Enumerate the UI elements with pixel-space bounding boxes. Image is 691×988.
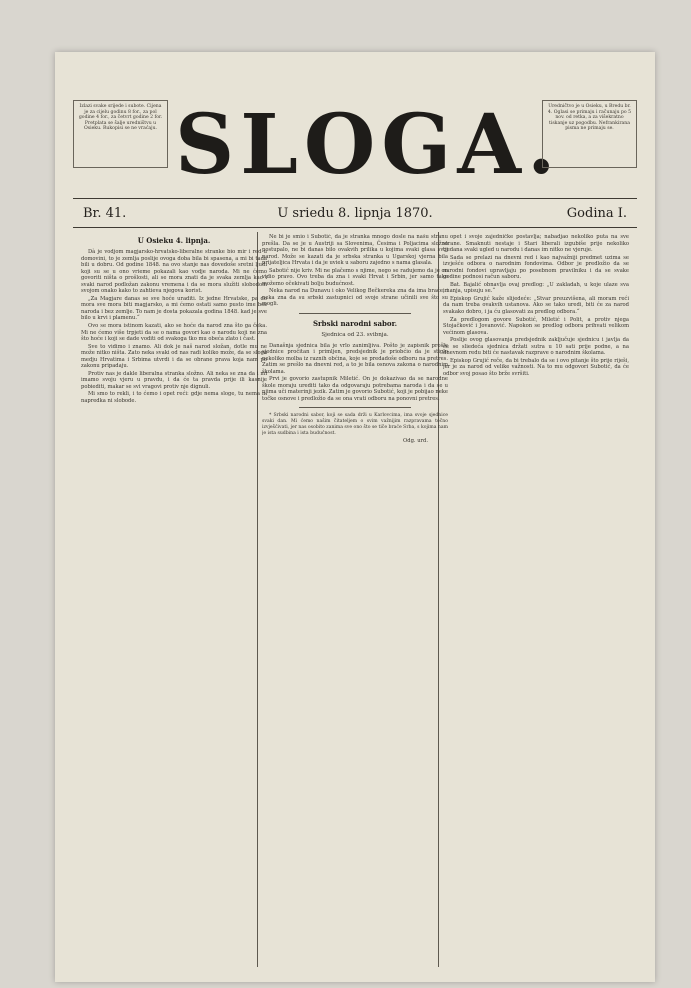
paragraph: Sabotić nije kriv. Mi ne plačemo s njime, nego se radujemo da je on vidio pravo. Ovo treba da zna i svaki Hrvat i Srbin, jer samo tako možemo očekivati bolju budućnost. xyxy=(262,267,448,287)
article-heading: U Osieku 4. lipnja. xyxy=(137,236,211,245)
paragraph: opet i svoje zajedničke postavlja; nabadjao nekoliko puta na sve strane. Smaknuti nestaje i Stari liberali izgubiše prije nekoliko tjedana svaki ugled u narodu i danas im nitko ne vjeruje. xyxy=(443,234,629,254)
dateline xyxy=(77,204,633,224)
article-heading: Srbski narodni sabor. xyxy=(312,319,398,329)
paragraph: Protiv nas je dakle liberalna stranka složno. Ali neka se zna da i mi imamo svoju vjeru u pravdu, i da će ta pravda prije ili kasnije pobiediti, makar se svi vragovi protiv nje dignuli. xyxy=(81,370,267,390)
column-3 xyxy=(443,234,629,974)
editorial-notice: Uredničtvo je u Osieku, u Bredu br. 4. Oglasi se primaju i računaju po 5 nov. od retka, a za višekratno tiskanje uz pogodbu. Nefrankirana pisma ne primaju se. xyxy=(542,100,637,168)
issue-number: Br. 41. xyxy=(83,206,127,221)
footnote-separator xyxy=(299,407,411,408)
paragraph: Episkop Grujić reče, da bi trebalo da se i ovo pitanje što prije riješi, jer je za narod od velike važnosti. Na to mu odgovori Subotić, da će odbor svoj posao što brže svršiti. xyxy=(443,357,629,377)
paragraph: Episkop Grujić kaže slijedeće: „Stvar preuzvišena, ali moram reći da nam treba ovakvih ustanova. Ako se tako uredi, biti će za narod svakako dobro, i ja ću glasovati za predlog odbora.“ xyxy=(443,295,629,316)
paragraph: Bat. Bajalić obnavlja ovaj predlog: „U zakladah, u koje ulaze sva imanja, upisuju se.“ xyxy=(443,281,629,295)
volume-year: Godina I. xyxy=(566,206,627,221)
top-rule xyxy=(73,198,637,199)
bottom-rule xyxy=(73,227,637,228)
column-2 xyxy=(262,234,448,974)
paragraph: Dà je vodjom magjarsko-hrvatsko-liberalne stranke bio mir i red u domovini, to je zemlja poslije ovoga doba bila bi spasena, a mi bi tada bili u dobru. Od godine 1848. na ovo stanje nas dovedoše sretni ljudi koji su se u ono vrieme pokazali kao vodje naroda. Mi ne ćemo govoriti ništa o prošlosti, ali se mora znati da je svaka zemlja kao i svaki narod podložan zakonu vremena i da se mora služiti slobodom svojom onako kako to zahtieva njegova korist. xyxy=(81,249,267,295)
paragraph: Ne bi je smio i Subotić, da je stranka mnogo dosle na našu stranu prešla. Da se je u Austriji sa Slovenima, Česima i Poljacima složno postupalo, ne bi danas bilo ovakvih prilika u kojima svaki glasa svoj narod. Može se kazati da je srbska stranka u Ugarskoj vjerna bila prijateljica Hrvata i da je uviek u saboru zajedno s nama glasala. xyxy=(262,234,448,267)
paragraph: Neka narod na Dunavu i oko Velikog Bečkereka zna da ima braće, i neka zna da su srbski zastupnici od svoje strane učinili sve što su mogli. xyxy=(262,288,448,308)
footnote: * Srbski narodni sabor, koji se sada drži u Karlovcima, ima svoje sjednice svaki dan. Mi ćemo našim čitateljem o svim važnijim razpravama točno izvješćivati, jer nas osobito zanima sve ono što se tiče braće Srba, s kojima nam je ista sudbina i ista budućnost. xyxy=(262,413,448,436)
paragraph: Sada se prelazi na dnevni red i kao najvažniji predmet uzima se izvješće odbora o narodnim fondovima. Odbor je predložio da se narodni fondovi upravljaju po posebnom pravilniku i da se svake godine podnosi račun saboru. xyxy=(443,254,629,281)
paragraph: Mi smo to rekli, i to ćemo i opet reći: gdje nema sloge, tu nema ni napredka ni slobode. xyxy=(81,391,267,405)
column-1 xyxy=(81,234,267,974)
paragraph: Za predlogom govore Subotić, Miletić i Polit, a protiv njega Stojačković i Jovanović. Napokon se predlog odbora prihvati velikom većinom glasova. xyxy=(443,316,629,336)
signature: Odg. urd. xyxy=(403,437,428,444)
paragraph: „Za Magjare danas se sve hoće uraditi. Iz jedne Hrvatske, pa do mora sve mora biti magjarsko, a mi ćemo ostati samo pusto ime bez naroda i bez zemlje. To nam je dosta pokazala godina 1848. kad je sve bilo u krvi i plamenu.“ xyxy=(81,295,267,322)
newspaper-title: SLOGA. xyxy=(175,97,562,193)
paragraph: Ovo se mora istinom kazati, ako se hoće da narod zna što ga čeka. Mi ne ćemo više trpjeti da se o nama govori kao o narodu koji ne zna što hoće i koji se dade voditi od svakoga tko mu obeća zlato i čast. xyxy=(81,323,267,343)
section-separator xyxy=(299,313,411,314)
paragraph: Današnja sjednica bila je vrlo zanimljiva. Pošto je zapisnik prošle sjednice pročitan i primljen, predsjednik je priobćio da je stiglo nekoliko molba iz raznih obćina, koje se predadoše odboru na pretres. Zatim se prešlo na dnevni red, a to je bila osnova zakona o narodnim školama. xyxy=(262,342,448,375)
paragraph: Prvi je govorio zastupnik Miletić. On je dokazivao da se narodne škole moraju urediti tako da odgovaraju potrebama naroda i da se u njima uči materinji jezik. Zatim je govorio Subotić, koji je pobijao neke točke osnove i predložio da se ona vrati odboru na ponovni pretres. xyxy=(262,376,448,402)
subscription-notice: Izlazi svake srijede i subote. Cijena je za cijelu godinu 8 for., za pol godine 4 for., za četvrt godine 2 for. Pretplata se šalje uredništvu u Osieku. Rukopisi se ne vraćaju. xyxy=(73,100,168,168)
newspaper-page xyxy=(55,52,655,982)
paragraph: Sve to vidimo i znamo. Ali dok je naš narod složan, dotle mu ne može nitko ništa. Zato neka svaki od nas radi koliko može, da se sloga medju Hrvatima i Srbima utvrdi i da se obrane prava koja nam po zakonu pripadaju. xyxy=(81,343,267,370)
issue-date: U sriedu 8. lipnja 1870. xyxy=(277,206,433,221)
article-subheading: Sjednica od 23. svibnja. xyxy=(321,332,389,339)
paragraph: Poslije ovog glasovanja predsjednik zaključuje sjednicu i javlja da će se sliedeća sjednica držati sutra u 10 sati prije podne, a na dnevnom redu biti će nastavak razprave o narodnim školama. xyxy=(443,337,629,357)
